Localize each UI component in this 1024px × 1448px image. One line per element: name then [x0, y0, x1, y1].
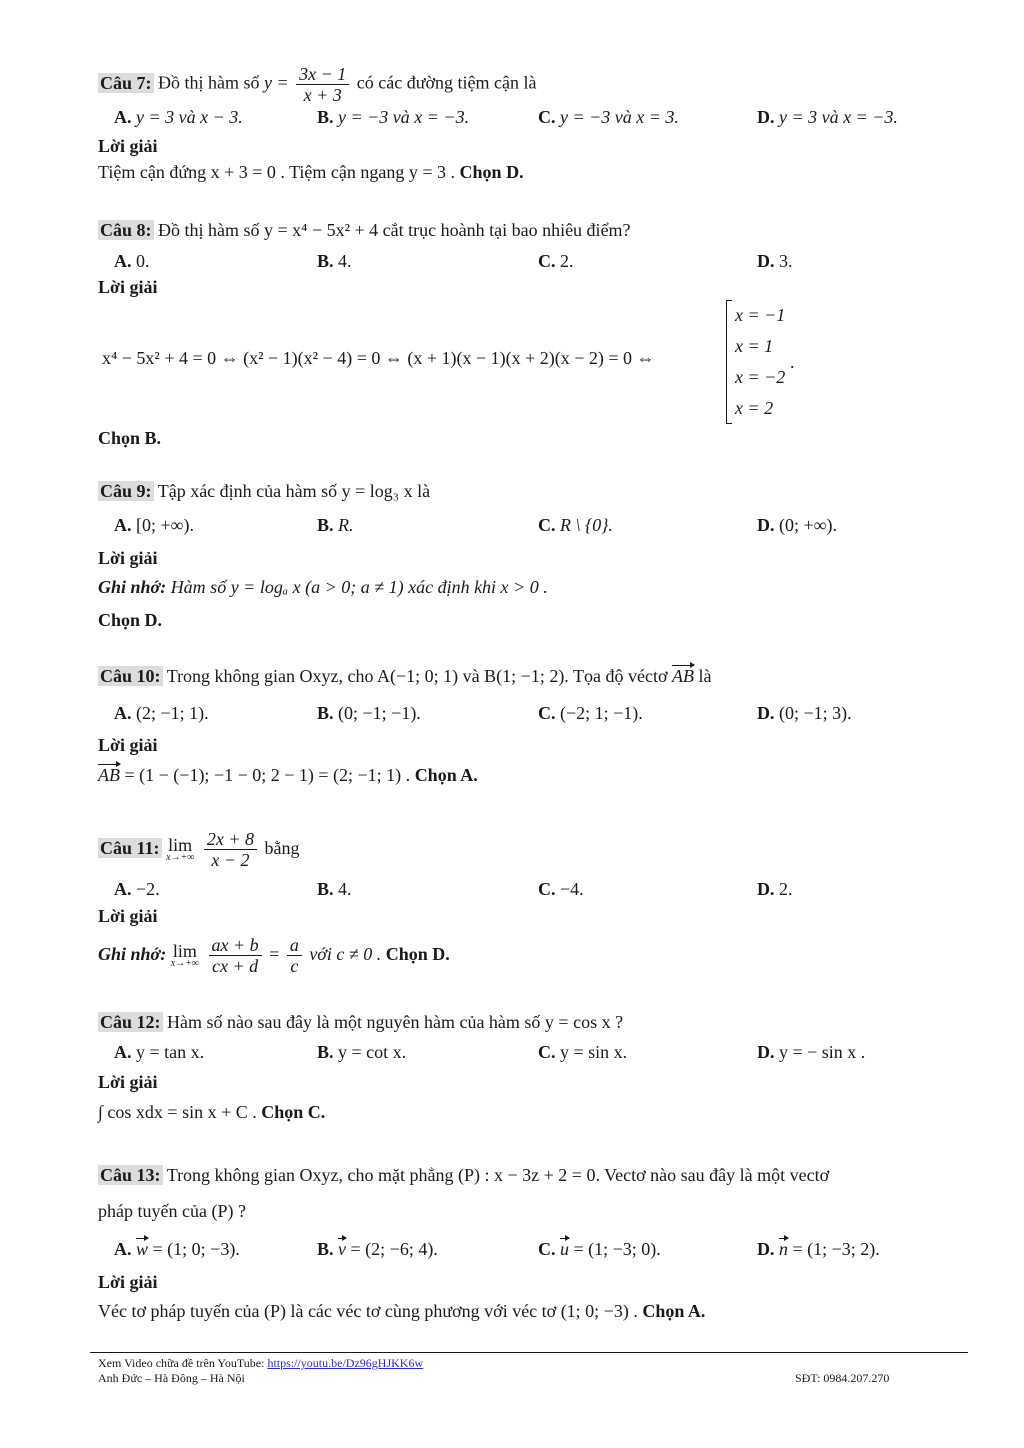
solution-text: Véc tơ pháp tuyến của (P) là các véc tơ cùng phương với véc tơ (1; 0; −3) . Chọn A. [98, 1301, 706, 1321]
vector-ab: AB [671, 666, 694, 686]
question-11: Câu 11: lim x→+∞ $\frac{2x + 8}{x - 2}$ bằng [100, 829, 300, 871]
answer: Chọn D. [98, 610, 163, 630]
option-a: A. [0; +∞). [114, 515, 194, 535]
question-label: Câu 10: [100, 666, 161, 686]
roots-system: x = −1 x = 1 x = −2 x = 2 [726, 300, 785, 424]
question-label: Câu 13: [100, 1165, 161, 1185]
solution-title: Lời giải [98, 136, 158, 156]
question-label: Câu 8: [100, 220, 152, 240]
option-b: B. y = −3 và x = −3. [317, 107, 470, 127]
solution-text: ∫ cos xdx = sin x + C . Chọn C. [98, 1102, 326, 1122]
option-a: A. w = (1; 0; −3). [114, 1239, 240, 1259]
option-b: B. R. [317, 515, 354, 535]
footer-video: Xem Video chữa đề trên YouTube: https://youtu.be/Dz96gHJKK6w [98, 1356, 424, 1370]
footer-divider [90, 1352, 968, 1353]
option-c: C. 2. [538, 251, 574, 271]
solution-equation: x⁴ − 5x² + 4 = 0 ⇔ (x² − 1)(x² − 4) = 0 ⇔ (x + 1)(x − 1)(x + 2)(x − 2) = 0 ⇔ [102, 348, 655, 368]
solution-text: Tiệm cận đứng x + 3 = 0 . Tiệm cận ngang y = 3 . Chọn D. [98, 162, 524, 182]
option-a: A. y = tan x. [114, 1042, 205, 1062]
footer-phone: SĐT: 0984.207.270 [795, 1371, 890, 1385]
option-c: C. u = (1; −3; 0). [538, 1239, 661, 1259]
option-d: D. (0; −1; 3). [757, 703, 852, 723]
option-d: D. y = − sin x . [757, 1042, 866, 1062]
option-c: C. y = −3 và x = 3. [538, 107, 679, 127]
solution-title: Lời giải [98, 277, 158, 297]
option-b: B. (0; −1; −1). [317, 703, 421, 723]
option-a: A. y = 3 và x − 3. [114, 107, 243, 127]
fraction: $\frac{2x + 8}{x - 2}$ [204, 829, 257, 870]
question-label: Câu 12: [100, 1012, 161, 1032]
solution-text: AB = (1 − (−1); −1 − 0; 2 − 1) = (2; −1; 1) . Chọn A. [98, 765, 478, 785]
solution-title: Lời giải [98, 906, 158, 926]
question-label: Câu 11: [100, 838, 160, 858]
footer-author: Anh Đức – Hà Đông – Hà Nội [98, 1371, 245, 1385]
limit: lim x→+∞ [166, 834, 195, 863]
question-label: Câu 7: [100, 72, 152, 93]
vector-n: n [779, 1239, 788, 1259]
question-10: Câu 10: Trong không gian Oxyz, cho A(−1; 0; 1) và B(1; −1; 2). Tọa độ véctơ AB là [100, 666, 712, 686]
option-c: C. (−2; 1; −1). [538, 703, 643, 723]
note: Ghi nhớ: Hàm số y = logₐ x (a > 0; a ≠ 1) xác định khi x > 0 . [98, 577, 548, 597]
option-a: A. (2; −1; 1). [114, 703, 209, 723]
question-label: Câu 9: [100, 481, 152, 501]
question-13: Câu 13: Trong không gian Oxyz, cho mặt phẳng (P) : x − 3z + 2 = 0. Vectơ nào sau đây là một vectơ [100, 1165, 830, 1185]
option-a: A. 0. [114, 251, 150, 271]
option-b: B. 4. [317, 251, 352, 271]
solution-title: Lời giải [98, 735, 158, 755]
option-d: D. n = (1; −3; 2). [757, 1239, 880, 1259]
option-c: C. R \ {0}. [538, 515, 613, 535]
vector-v: v [338, 1239, 347, 1259]
answer: Chọn B. [98, 428, 162, 448]
option-b: B. 4. [317, 879, 352, 899]
option-b: B. y = cot x. [317, 1042, 407, 1062]
option-c: C. −4. [538, 879, 584, 899]
question-9: Câu 9: Tập xác định của hàm số y = log₃ x là [100, 481, 431, 501]
question-8: Câu 8: Đồ thị hàm số y = x⁴ − 5x² + 4 cắt trục hoành tại bao nhiêu điểm? [100, 220, 631, 240]
question-13-line2: pháp tuyến của (P) ? [98, 1201, 246, 1221]
solution-title: Lời giải [98, 1072, 158, 1092]
solution-title: Lời giải [98, 1272, 158, 1292]
solution-title: Lời giải [98, 548, 158, 568]
option-b: B. v = (2; −6; 4). [317, 1239, 438, 1259]
fraction: $\frac{3x - 1}{x + 3}$ [296, 64, 349, 105]
question-12: Câu 12: Hàm số nào sau đây là một nguyên hàm của hàm số y = cos x ? [100, 1012, 624, 1032]
vector-w: w [136, 1239, 149, 1259]
option-a: A. −2. [114, 879, 160, 899]
note: Ghi nhớ: lim x→+∞ $\frac{ax + b}{cx + d}$ = $\frac{a}{c}$ với c ≠ 0 . Chọn D. [98, 935, 450, 977]
option-d: D. y = 3 và x = −3. [757, 107, 898, 127]
youtube-link[interactable]: https://youtu.be/Dz96gHJKK6w [267, 1356, 424, 1370]
option-d: D. (0; +∞). [757, 515, 837, 535]
vector-u: u [560, 1239, 569, 1259]
question-7: Câu 7: Đồ thị hàm số y = $\frac{3x - 1}{x + 3}$ có các đường tiệm cận là [100, 64, 537, 105]
option-c: C. y = sin x. [538, 1042, 628, 1062]
option-d: D. 3. [757, 251, 793, 271]
option-d: D. 2. [757, 879, 793, 899]
